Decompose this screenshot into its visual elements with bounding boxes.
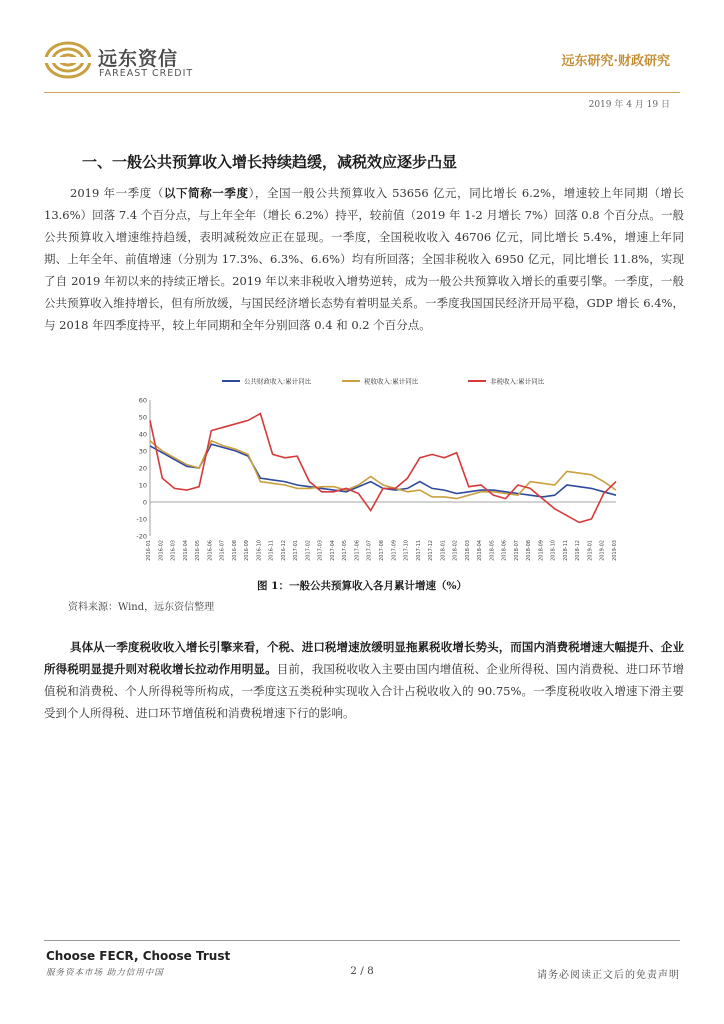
y-tick-label: -20 <box>136 532 147 541</box>
x-tick-label: 2018-10 <box>550 540 557 561</box>
fareast-credit-logo <box>44 40 92 80</box>
legend-label-2: 税收收入:累计同比 <box>364 377 419 386</box>
page-number: 2 / 8 <box>350 965 374 977</box>
footer-sub-slogan: 服务资本市场 助力信用中国 <box>46 968 164 978</box>
y-tick-label: 40 <box>138 430 147 439</box>
header-divider <box>44 92 680 93</box>
paragraph-1 <box>44 182 684 336</box>
x-tick-label: 2016-09 <box>244 540 251 561</box>
x-tick-label: 2018-03 <box>464 540 471 561</box>
y-tick-label: 20 <box>138 464 147 473</box>
legend-label-3: 非税收入:累计同比 <box>490 377 545 386</box>
paragraph-1-lead-bold: 以下简称一季度 <box>163 186 249 200</box>
footer-divider <box>44 940 680 941</box>
paragraph-1-lead: 2019 年一季度（ <box>70 186 164 200</box>
x-tick-label: 2018-11 <box>562 540 569 561</box>
paragraph-2-body: 目前，我国税收收入主要由国内增值税、企业所得税、国内消费税、进口环节增值税和消费税、个人所得税等所构成，一季度这五类税种实现收入合计占税收收入的 90.75%。一季度税收收入增速下滑主要受到个人所得税、进口环节增值税和消费税增速下行的影响。 <box>44 662 684 720</box>
y-tick-label: 60 <box>138 396 147 405</box>
report-date: 2019 年 4 月 19 日 <box>588 100 670 110</box>
x-tick-label: 2017-11 <box>415 540 422 561</box>
x-tick-label: 2017-07 <box>366 540 373 561</box>
x-tick-label: 2017-04 <box>329 540 336 561</box>
x-tick-label: 2018-05 <box>489 540 496 561</box>
y-tick-label: 50 <box>138 413 147 422</box>
brand-name-cn: 远东资信 <box>98 48 179 70</box>
x-tick-label: 2017-01 <box>293 540 300 561</box>
legend-label-1: 公共财政收入:累计同比 <box>244 377 312 386</box>
y-tick-label: -10 <box>136 515 147 524</box>
x-tick-label: 2017-08 <box>379 540 385 561</box>
brand-name-en: FAREAST CREDIT <box>99 68 194 79</box>
x-tick-label: 2019-01 <box>587 540 594 561</box>
x-tick-label: 2018-12 <box>575 540 582 561</box>
x-tick-label: 2016-12 <box>280 540 287 561</box>
x-tick-label: 2018-04 <box>477 540 484 561</box>
x-tick-label: 2017-06 <box>354 540 361 561</box>
x-tick-label: 2016-08 <box>231 540 238 561</box>
x-tick-label: 2017-03 <box>317 540 324 561</box>
x-tick-label: 2018-08 <box>526 540 533 561</box>
x-tick-label: 2018-06 <box>501 540 508 561</box>
y-tick-label: 0 <box>142 498 147 507</box>
x-tick-label: 2016-10 <box>256 540 263 561</box>
x-tick-label: 2017-05 <box>342 540 349 561</box>
x-tick-label: 2018-07 <box>513 540 520 561</box>
disclaimer-note: 请务必阅读正文后的免责声明 <box>537 970 680 981</box>
series-line-3 <box>150 414 616 523</box>
x-tick-label: 2017-02 <box>305 540 312 561</box>
revenue-growth-chart <box>138 362 628 572</box>
paragraph-2-bold: 具体从一季度税收收入增长引擎来看，个税、进口税增速放缓明显拖累税收增长势头，而国内消费税增速大幅提升、企业所得税明显提升则对税收增长拉动作用明显。 <box>44 640 684 676</box>
section-title: 一、一般公共预算收入增长持续趋缓，减税效应逐步凸显 <box>82 153 458 171</box>
x-tick-label: 2018-09 <box>538 540 545 561</box>
x-tick-label: 2018-01 <box>440 540 447 561</box>
x-tick-label: 2017-12 <box>428 540 435 561</box>
x-tick-label: 2019-02 <box>599 540 606 561</box>
x-tick-label: 2016-02 <box>158 540 165 561</box>
chart-caption: 图 1：一般公共预算收入各月累计增速（%） <box>257 580 467 592</box>
x-tick-label: 2016-06 <box>207 540 214 561</box>
x-tick-label: 2016-03 <box>170 540 177 561</box>
x-tick-label: 2017-09 <box>391 540 398 561</box>
chart-source: 资料来源：Wind，远东资信整理 <box>68 602 215 613</box>
y-tick-label: 10 <box>138 481 147 490</box>
x-tick-label: 2016-07 <box>219 540 226 561</box>
x-tick-label: 2016-05 <box>195 540 202 561</box>
paragraph-2 <box>44 636 684 724</box>
x-tick-label: 2017-10 <box>403 540 410 561</box>
x-tick-label: 2016-11 <box>268 540 275 561</box>
footer-slogan: Choose FECR, Choose Trust <box>46 949 231 963</box>
y-tick-label: 30 <box>138 447 147 456</box>
x-tick-label: 2016-04 <box>182 540 189 561</box>
report-series: 远东研究·财政研究 <box>561 54 670 69</box>
x-tick-label: 2016-01 <box>146 540 152 561</box>
x-tick-label: 2018-02 <box>452 540 459 561</box>
x-tick-label: 2019-03 <box>612 540 618 561</box>
paragraph-1-body: ），全国一般公共预算收入 53656 亿元，同比增长 6.2%，增速较上年同期（增长 13.6%）回落 7.4 个百分点，与上年全年（增长 6.2%）持平，较前值（2019 年 1-2 月增长 7%）回落 0.8 个百分点。一般公共预算收入增速维持趋缓，表明减税效应正在显现。一季度，全国税收收入 46706 亿元，同比增长 5.4%，增速上年同期、上年全年、前值增速（分别为 17.3%、6.3%、6.6%）均有所回落；全国非税收入 6950 亿元，同比增长 11.8%，实现了自 2019 年初以来的持续正增长。2019 年以来非税收入增势逆转，成为一般公共预算收入增长的重要引擎。一季度，一般公共预算收入维持增长，但有所放缓，与国民经济增长态势有着明显关系。一季度我国国民经济开局平稳，GDP 增长 6.4%，与 2018 年四季度持平，较上年同期和全年分别回落 0.4 和 0.2 个百分点。 <box>44 186 685 332</box>
